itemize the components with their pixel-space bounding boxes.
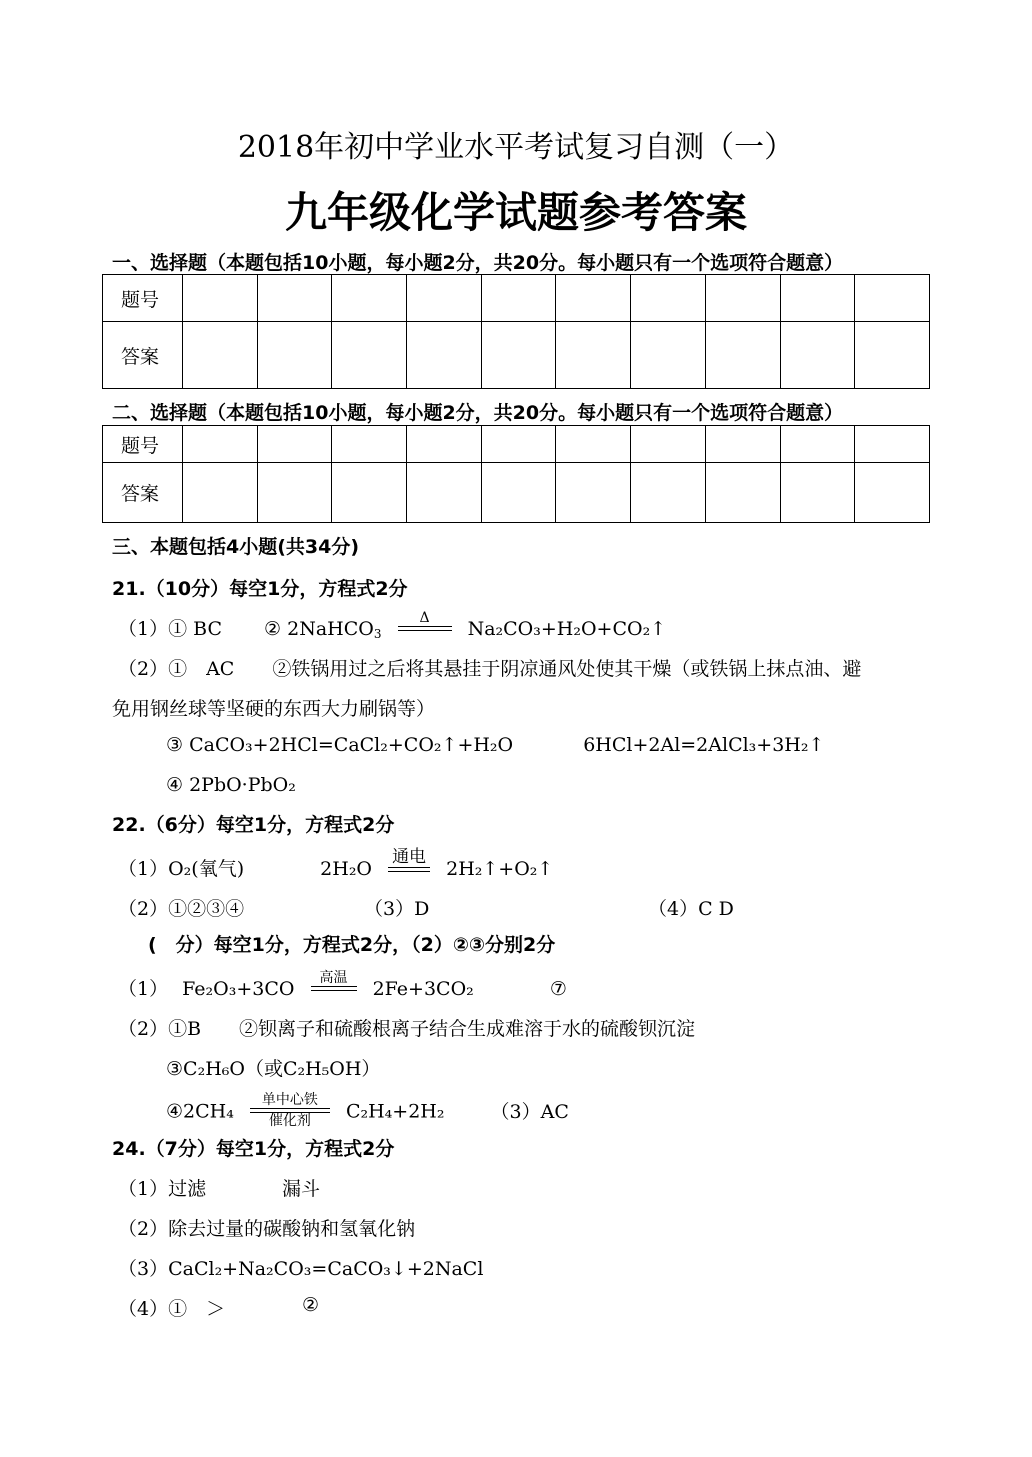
answer-table-2 [102, 425, 930, 523]
q22-line2-b: （3）D [364, 898, 430, 920]
q21-line5: ④ 2PbO·PbO₂ [166, 774, 296, 796]
table-row [103, 322, 930, 389]
q23-line4 [166, 1094, 569, 1131]
answer-table-1 [102, 274, 930, 389]
q24-line4-b: ② [302, 1294, 320, 1316]
row-label-number: 题号 [103, 426, 183, 463]
q22-eq-reactant: 2H₂O [320, 858, 373, 880]
section2-heading: 二、选择题（本题包括10小题，每小题2分，共20分。每小题只有一个选项符合题意） [112, 402, 844, 424]
title-line1: 2018年初中学业水平考试复习自测（一） [237, 130, 795, 165]
q21-eq-reactant: ② 2NaHCO$_3$ [264, 618, 382, 641]
q21-line1 [118, 609, 667, 641]
q23-eq2-product: C₂H₄+2H₂ [345, 1100, 445, 1123]
q21-line4 [166, 734, 824, 756]
q24-line4-a: （4）① ＞ [118, 1298, 226, 1320]
q24-line1-a: （1）过滤 [118, 1178, 207, 1200]
q23-eq2-reactant: ④2CH₄ [166, 1100, 234, 1123]
q21-eq-al: 6HCl+2Al=2AlCl₃+3H₂↑ [583, 734, 825, 756]
catalyst-condition-top: 单中心铁 [261, 1092, 318, 1108]
table-row [103, 275, 930, 322]
q21-eq-product: Na₂CO₃+H₂O+CO₂↑ [467, 618, 667, 640]
section3-heading: 三、本题包括4小题(共34分) [112, 536, 360, 558]
q23-answer-circle: ⑦ [549, 978, 567, 1000]
high-temp-condition: 高温 [319, 969, 348, 986]
q21-eq-caco3: ③ CaCO₃+2HCl=CaCl₂+CO₂↑+H₂O [166, 734, 514, 756]
q23-line1 [118, 969, 567, 1001]
row-label-answer: 答案 [103, 463, 183, 523]
q21-eq-sign [398, 610, 452, 631]
q21-answer-1: （1）① BC [118, 618, 222, 640]
q23-line2: （2）①B ②钡离子和硫酸根离子结合生成难溶于水的硫酸钡沉淀 [118, 1018, 696, 1040]
q21-heading: 21.（10分）每空1分，方程式2分 [112, 578, 408, 600]
q22-answer-1: （1）O₂(氧气) [118, 858, 245, 880]
q22-line2-c: （4）C D [648, 898, 734, 920]
q21-line3: 免用钢丝球等坚硬的东西大力刷锅等） [112, 698, 436, 720]
q21-line2: （2）① AC ②铁锅用过之后将其悬挂于阴凉通风处使其干燥（或铁锅上抹点油、避 [118, 658, 862, 680]
q24-line3: （3）CaCl₂+Na₂CO₃=CaCO₃↓+2NaCl [118, 1258, 484, 1280]
q22-line2-a: （2）①②③④ [118, 898, 245, 920]
q23-eq2-sign [250, 1092, 330, 1129]
row-label-answer: 答案 [103, 322, 183, 389]
q24-line2: （2）除去过量的碳酸钠和氢氧化钠 [118, 1218, 416, 1240]
q23-heading: ( 分）每空1分，方程式2分，（2）②③分别2分 [148, 934, 556, 956]
electrolysis-condition: 通电 [392, 847, 427, 867]
section1-heading: 一、选择题（本题包括10小题，每小题2分，共20分。每小题只有一个选项符合题意） [112, 252, 844, 274]
catalyst-condition-bottom: 催化剂 [268, 1113, 311, 1129]
q22-eq-product: 2H₂↑+O₂↑ [446, 858, 554, 880]
q24-heading: 24.（7分）每空1分，方程式2分 [112, 1138, 395, 1160]
q23-eq-product: 2Fe+3CO₂ [372, 978, 474, 1000]
table-row [103, 463, 930, 523]
q23-eq-reactant: Fe₂O₃+3CO [182, 978, 295, 1000]
q22-eq-sign [388, 848, 430, 872]
q22-line1 [118, 847, 554, 882]
q23-answer-3: （3）AC [490, 1100, 569, 1123]
q23-line3: ③C₂H₆O（或C₂H₅OH） [166, 1058, 381, 1080]
table-row [103, 426, 930, 463]
q24-line1-b: 漏斗 [282, 1178, 321, 1200]
q23-answer-label: （1） [118, 978, 169, 1000]
q23-eq-sign [311, 970, 357, 991]
row-label-number: 题号 [103, 275, 183, 322]
title-line2: 九年级化学试题参考答案 [284, 188, 747, 237]
heat-condition: Δ [419, 609, 430, 626]
q22-heading: 22.（6分）每空1分，方程式2分 [112, 814, 395, 836]
